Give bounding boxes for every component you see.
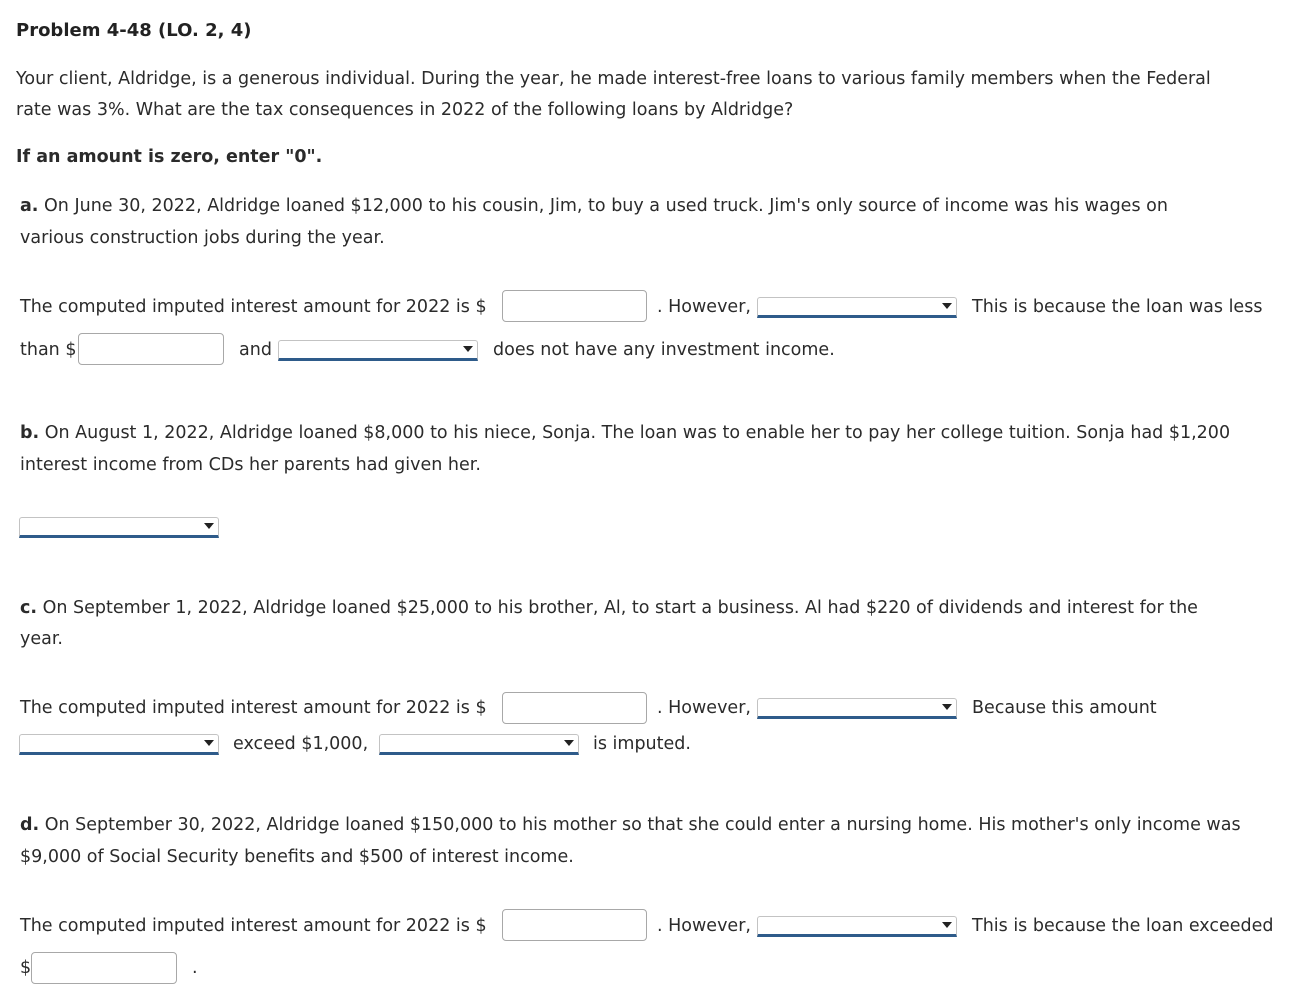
chevron-down-icon [564,740,574,746]
problem-title: Problem 4-48 (LO. 2, 4) [16,20,252,41]
part-d-threshold-input[interactable] [31,952,177,984]
part-c-line-1 [20,593,1198,624]
part-a-and: and [239,340,272,360]
part-d-letter: d. [20,815,40,835]
part-b-dropdown[interactable] [19,517,219,538]
part-d-because: This is because the loan exceeded [972,916,1274,936]
part-b-letter: b. [20,423,40,443]
part-c-is-imputed: is imputed. [593,734,691,754]
part-c-exceed: exceed $1,000, [233,734,369,754]
part-a-tail: does not have any investment income. [493,340,835,360]
part-a-computed-label: The computed imputed interest amount for 2022 is $ [20,297,487,317]
part-b-line-1 [20,418,1230,449]
part-c-dropdown-3[interactable] [379,734,579,755]
part-c-letter: c. [20,598,38,618]
part-d-text: On September 30, 2022, Aldridge loaned $150,000 to his mother so that she could enter a nursing home. His mother's only income was [39,815,1241,835]
part-c-dropdown-2[interactable] [19,734,219,755]
part-c-dropdown-1[interactable] [757,698,957,719]
part-d-period: . [192,958,198,978]
intro-line-2: rate was 3%. What are the tax consequences in 2022 of the following loans by Aldridge? [16,100,794,120]
part-c-computed-label: The computed imputed interest amount for 2022 is $ [20,698,487,718]
chevron-down-icon [463,346,473,352]
part-a-than-label: than $ [20,340,77,360]
chevron-down-icon [204,740,214,746]
part-a-text: On June 30, 2022, Aldridge loaned $12,000 to his cousin, Jim, to buy a used truck. Jim's only source of income was his wages on [38,196,1168,216]
chevron-down-icon [942,303,952,309]
part-d-however: . However, [657,916,751,936]
part-b-text: On August 1, 2022, Aldridge loaned $8,000 to his niece, Sonja. The loan was to enable her to pay her college tuition. Sonja had $1,200 [39,423,1231,443]
part-d-line-1 [20,810,1241,841]
intro-line-1: Your client, Aldridge, is a generous individual. During the year, he made interest-free loans to various family members when the Federal [16,69,1211,89]
part-a-threshold-input[interactable] [78,333,224,365]
part-d-dollar: $ [20,958,32,978]
part-c-line-2: year. [20,629,63,649]
chevron-down-icon [942,704,952,710]
part-d-computed-label: The computed imputed interest amount for 2022 is $ [20,916,487,936]
instruction: If an amount is zero, enter "0". [16,147,323,167]
part-a-interest-input[interactable] [502,290,647,322]
part-c-however: . However, [657,698,751,718]
part-c-because: Because this amount [972,698,1157,718]
chevron-down-icon [942,922,952,928]
part-a-letter: a. [20,196,39,216]
part-d-line-2: $9,000 of Social Security benefits and $500 of interest income. [20,847,574,867]
part-d-interest-input[interactable] [502,909,647,941]
part-c-interest-input[interactable] [502,692,647,724]
part-a-dropdown-1[interactable] [757,297,957,318]
part-d-dropdown[interactable] [757,916,957,937]
part-a-line-1 [20,191,1168,222]
part-c-text: On September 1, 2022, Aldridge loaned $25,000 to his brother, Al, to start a business. Al had $220 of dividends and interest for the [37,598,1198,618]
part-a-line-2: various construction jobs during the year. [20,228,385,248]
part-b-line-2: interest income from CDs her parents had given her. [20,455,481,475]
chevron-down-icon [204,523,214,529]
part-a-dropdown-2[interactable] [278,340,478,361]
part-a-however: . However, [657,297,751,317]
part-a-because: This is because the loan was less [972,297,1263,317]
